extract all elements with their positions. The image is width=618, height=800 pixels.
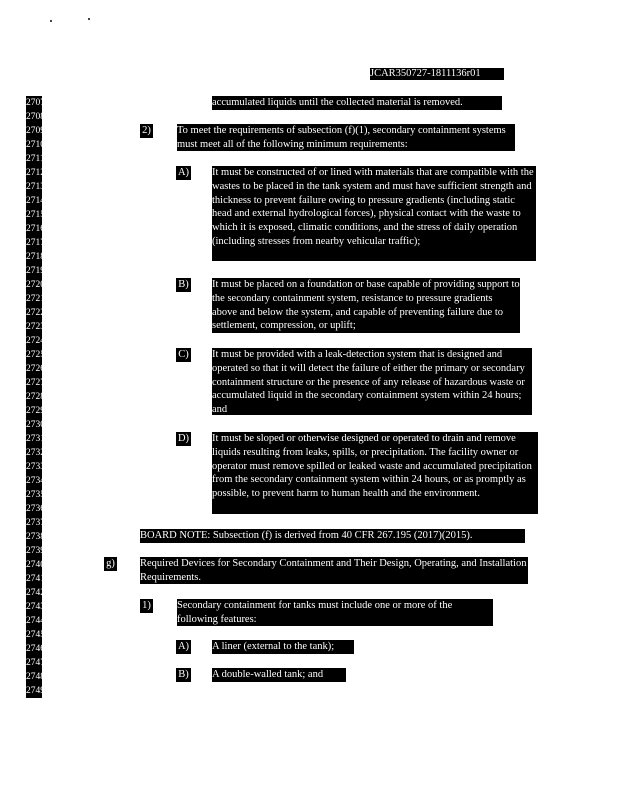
line-number: 2726 bbox=[26, 364, 45, 374]
line-number: 2721 bbox=[26, 294, 45, 304]
line-number: 2741 bbox=[26, 574, 45, 584]
line-number: 2744 bbox=[26, 616, 45, 626]
line-number-gutter bbox=[26, 96, 45, 698]
item-marker-B2: B) bbox=[176, 668, 191, 682]
line-number: 2745 bbox=[26, 630, 45, 640]
line-number: 2729 bbox=[26, 406, 45, 416]
line-number: 2708 bbox=[26, 112, 45, 122]
line-number: 2713 bbox=[26, 182, 45, 192]
line-number: 2734 bbox=[26, 476, 45, 486]
item-A2-text: A liner (external to the tank); bbox=[212, 640, 354, 654]
line-number: 2740 bbox=[26, 560, 45, 570]
item-B-text: It must be placed on a foundation or base capable of providing support to the secondary containment system, resistance to pressure gradients above and below the system, and capable of preventing failure due to settlement, compression, or uplift; bbox=[212, 279, 520, 332]
line-number: 2716 bbox=[26, 224, 45, 234]
line-number: 2736 bbox=[26, 504, 45, 514]
line-number: 2733 bbox=[26, 462, 45, 472]
line-number: 2719 bbox=[26, 266, 45, 276]
line-number: 2728 bbox=[26, 392, 45, 402]
line-number: 2732 bbox=[26, 448, 45, 458]
scan-speck bbox=[50, 20, 52, 22]
line-number: 2748 bbox=[26, 672, 45, 682]
line-number: 2747 bbox=[26, 658, 45, 668]
item-B2-text: A double-walled tank; and bbox=[212, 668, 346, 682]
line-number: 2742 bbox=[26, 588, 45, 598]
line-number: 2711 bbox=[26, 154, 45, 164]
item-marker-C: C) bbox=[176, 348, 191, 362]
line-number: 2718 bbox=[26, 252, 45, 262]
item-marker-2: 2) bbox=[140, 124, 153, 138]
line-number: 2731 bbox=[26, 434, 45, 444]
scan-speck bbox=[88, 18, 90, 20]
item-D-text: It must be sloped or otherwise designed or operated to drain and remove liquids resulting from leaks, spills, or precipitation. The facility owner or operator must remove spilled or leaked waste and accumulated precipitation from the secondary containment system within 24 hours, or as promptly as possible, to prevent harm to human health and the environment. bbox=[212, 432, 538, 514]
item-marker-A2: A) bbox=[177, 641, 190, 652]
item-marker-A: A) bbox=[177, 167, 190, 178]
line-number: 2717 bbox=[26, 238, 45, 248]
continuation-text: accumulated liquids until the collected material is removed. bbox=[212, 96, 502, 110]
item-marker-D: D) bbox=[177, 433, 190, 444]
item-1-text: Secondary containment for tanks must include one or more of the following features: bbox=[177, 599, 493, 626]
item-marker-1: 1) bbox=[140, 599, 153, 613]
line-number: 2749 bbox=[26, 686, 45, 696]
line-number: 2746 bbox=[26, 644, 45, 654]
line-number: 2707 bbox=[26, 98, 45, 108]
line-number: 2737 bbox=[26, 518, 45, 528]
board-note: BOARD NOTE: Subsection (f) is derived from 40 CFR 267.195 (2017)(2015). bbox=[140, 529, 525, 543]
line-number: 2724 bbox=[26, 336, 45, 346]
item-2-text: To meet the requirements of subsection (f)(1), secondary containment systems must meet all of the following minimum requirements: bbox=[177, 124, 515, 151]
line-number: 2710 bbox=[26, 140, 45, 150]
line-number: 2738 bbox=[26, 532, 45, 542]
item-C-text: It must be provided with a leak-detection system that is designed and operated so that it will detect the failure of either the primary or secondary containment structure or the presence of any release of hazardous waste or accumulated liquid in the secondary containment system within 24 hours; and bbox=[212, 348, 532, 415]
item-marker-g: g) bbox=[104, 557, 117, 571]
line-number: 2720 bbox=[26, 280, 45, 290]
line-number: 2723 bbox=[26, 322, 45, 332]
document-id: JCAR350727-1811136r01 bbox=[370, 68, 504, 80]
item-marker-B: B) bbox=[176, 278, 191, 292]
item-g-text: Required Devices for Secondary Containment and Their Design, Operating, and Installation Requirements. bbox=[140, 558, 527, 583]
line-number: 2727 bbox=[26, 378, 45, 388]
line-number: 2730 bbox=[26, 420, 45, 430]
line-number: 2709 bbox=[26, 126, 45, 136]
line-number: 2725 bbox=[26, 350, 45, 360]
line-number: 2714 bbox=[26, 196, 45, 206]
line-number: 2743 bbox=[26, 602, 45, 612]
item-A-text: It must be constructed of or lined with materials that are compatible with the wastes to be placed in the tank system and must have sufficient strength and thickness to prevent failure owing to pressure gradients (including static head and external hydrological forces), physical contact with the waste to which it is exposed, climatic conditions, and the stress of daily operation (including stresses from nearby vehicular traffic); bbox=[212, 166, 536, 261]
line-number: 2735 bbox=[26, 490, 45, 500]
line-number: 2739 bbox=[26, 546, 45, 556]
line-number: 2715 bbox=[26, 210, 45, 220]
line-number: 2712 bbox=[26, 168, 45, 178]
line-number: 2722 bbox=[26, 308, 45, 318]
